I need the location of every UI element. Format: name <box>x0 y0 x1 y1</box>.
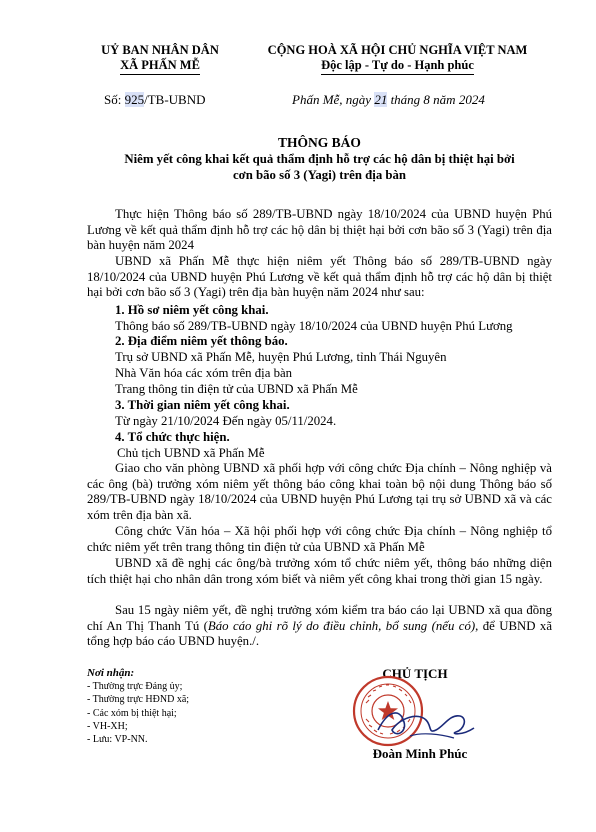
recipients-heading: Nơi nhận: <box>87 667 135 679</box>
recipients-block <box>87 667 287 746</box>
date-day: 21 <box>374 92 388 107</box>
intro-paragraph-2: UBND xã Phấn Mễ thực hiện niêm yết Thông báo số 289/TB-UBND ngày 18/10/2024 của UBND huyện Phú Lương về kết quả thẩm định hỗ trợ các hộ dân bị thiệt hại bởi cơn bão số 3 (Yagi) trên địa bàn huyện năm 2024 như sau: <box>87 254 552 300</box>
section-1-line: Thông báo số 289/TB-UBND ngày 18/10/2024 của UBND huyện Phú Lương <box>115 319 513 333</box>
section-1-heading: 1. Hồ sơ niêm yết công khai. <box>115 303 269 317</box>
intro-paragraph-1: Thực hiện Thông báo số 289/TB-UBND ngày 18/10/2024 của UBND huyện Phú Lương về kết quả thẩm định hỗ trợ các hộ dân bị thiệt hại bởi cơn bão số 3 (Yagi) trên địa bàn huyện năm 2024 <box>87 207 552 253</box>
recipient-item: - Lưu: VP-NN. <box>87 734 148 746</box>
doc-number-value: 925 <box>124 92 145 107</box>
issuer-line2: XÃ PHẤN MỄ <box>90 58 230 75</box>
section-3-heading: 3. Thời gian niêm yết công khai. <box>115 398 290 412</box>
section-3-line: Từ ngày 21/10/2024 Đến ngày 05/11/2024. <box>115 414 337 428</box>
section-4-paragraph-3: UBND xã đề nghị các ông/bà trưởng xóm tổ chức niêm yết, thông báo những diện tích thiệt hại cho nhân dân trong xóm biết và niêm yết công khai trong thời gian 15 ngày. <box>87 556 552 586</box>
section-2-heading: 2. Địa điểm niêm yết thông báo. <box>115 334 288 348</box>
signer-title: CHỦ TỊCH <box>382 666 448 681</box>
doc-number: Số: 925/TB-UBND <box>104 92 206 107</box>
recipient-item: - Thường trực Đảng ủy; <box>87 681 183 693</box>
section-2-line1: Trụ sở UBND xã Phấn Mễ, huyện Phú Lương, tỉnh Thái Nguyên <box>115 350 447 364</box>
recipient-item: - Thường trực HĐND xã; <box>87 694 190 706</box>
section-4-paragraph-2: Công chức Văn hóa – Xã hội phối hợp với công chức Địa chính – Nông nghiệp tổ chức niêm yết trên trang thông tin điện tử của UBND xã Phấn Mễ <box>87 524 552 554</box>
recipient-item: - VH-XH; <box>87 720 128 732</box>
section-4-paragraph-4: Sau 15 ngày niêm yết, đề nghị trưởng xóm kiểm tra báo cáo lại UBND xã qua đồng chí An Thị Thanh Tú (Báo cáo ghi rõ lý do điều chỉnh, bổ sung (nếu có), để UBND xã tổng hợp báo cáo UBND huyện./. <box>87 603 553 649</box>
signer-name: Đoàn Minh Phúc <box>372 746 468 761</box>
section-2-line3: Trang thông tin điện tử của UBND xã Phấn Mễ <box>115 382 358 396</box>
issuer-name <box>90 43 230 75</box>
section-2-line2: Nhà Văn hóa các xóm trên địa bàn <box>115 366 293 380</box>
issuer-line1: UỶ BAN NHÂN DÂN <box>101 43 219 57</box>
doc-title: THÔNG BÁO <box>278 135 361 150</box>
recipient-item: - Các xóm bị thiệt hại; <box>87 707 177 719</box>
motto-line2: Độc lập - Tự do - Hạnh phúc <box>245 58 550 75</box>
section-4-heading: 4. Tổ chức thực hiện. <box>115 430 230 444</box>
date-line: Phấn Mễ, ngày 21 tháng 8 năm 2024 <box>292 92 485 107</box>
section-4-line: Chủ tịch UBND xã Phấn Mễ <box>117 446 265 460</box>
national-motto <box>245 43 550 75</box>
section-4-paragraph-1: Giao cho văn phòng UBND xã phối hợp với công chức Địa chính – Nông nghiệp và các ông (bà) trưởng xóm niêm yết thông báo công khai toàn bộ nội dung Thông báo số 289/TB-UBND ngày 18/10/2024 của UBND huyện Phú Lương tại trụ sở UBND xã và các xóm trên địa bàn xã. <box>87 461 552 522</box>
doc-subtitle: Niêm yết công khai kết quả thẩm định hỗ trợ các hộ dân bị thiệt hại bởi cơn bão số 3 (Yagi) trên địa bàn <box>124 152 515 182</box>
handwritten-signature <box>370 700 480 746</box>
motto-line1: CỘNG HOÀ XÃ HỘI CHỦ NGHĨA VIỆT NAM <box>267 43 528 57</box>
